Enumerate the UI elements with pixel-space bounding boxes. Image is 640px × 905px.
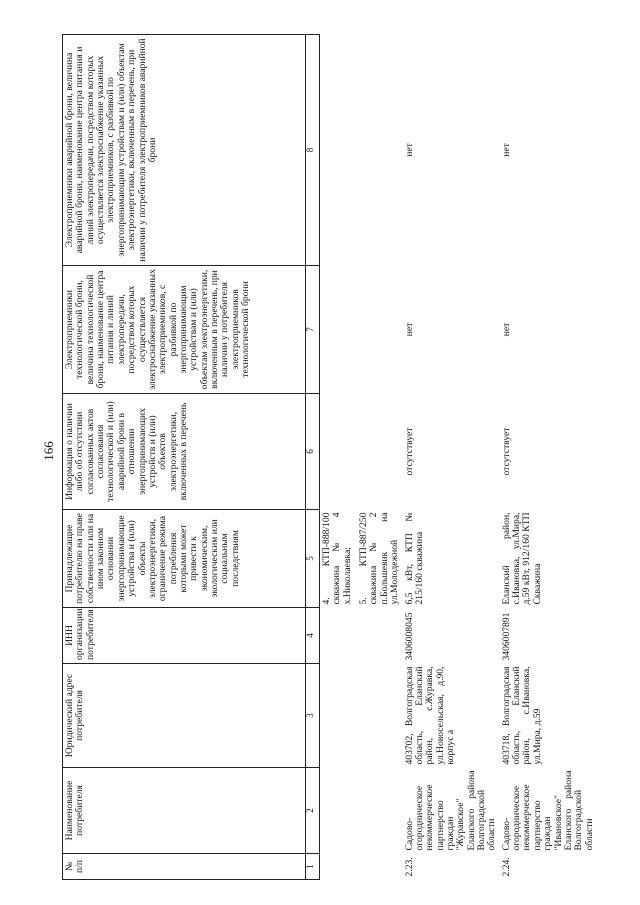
continuation-cell [320, 510, 403, 608]
table-row [500, 35, 597, 880]
row-acts: отсутствует [403, 427, 415, 476]
consumer-table-container [62, 35, 637, 880]
column-number: 4 [306, 608, 320, 664]
header-inn: ИНН организации потребителя [63, 608, 306, 664]
row-inn: 3406007891 [500, 612, 512, 661]
column-number-row [306, 35, 320, 880]
column-number: 3 [306, 664, 320, 768]
header-name: Наименование потребителя [63, 768, 306, 854]
column-number: 5 [306, 510, 320, 608]
header-objects: Принадлежащие потребителю на праве собственности или на ином законном основании энергопринимающие устройства и (или) объекты электроэнергетики, ограничение режима потребления которыми может привести к экономическим, экологическим или социальным последствиям [63, 510, 306, 608]
table-row [403, 35, 500, 880]
row-name: Садово-огородническое некоммерческое партнерство граждан "Журавское" Еланского района Волгоградской области [403, 770, 498, 851]
column-number: 7 [306, 266, 320, 394]
page-number: 166 [41, 441, 56, 461]
header-emergency-reserve: Электроприемники аварийной брони, величина аварийной брони, наименование центра питания и линий электропередачи, посредством которых осуществляется электроснабжение указанных электроприемников, с разбивкой по энергопринимающим устройствам и (или) объектам электроэнергетики, включенным в перечень, при наличии у потребителя электроприемников аварийной брони [63, 35, 306, 266]
row-emergency-reserve: нет [500, 143, 512, 157]
continuation-row [320, 35, 403, 880]
row-name: Садово-огородническое некоммерческое партнерство граждан "Ивановское" Еланского района Волгоградской области [500, 770, 595, 851]
row-address: 403718, Волгоградская область, Еланский район, с.Ивановка, ул.Мира, д.59 [500, 666, 543, 765]
row-number: 2.23. [403, 857, 415, 877]
header-address: Юридический адрес потребителя [63, 664, 306, 768]
row-tech-reserve: нет [403, 322, 415, 337]
column-number: 8 [306, 35, 320, 266]
rotated-page [62, 35, 637, 880]
row-address: 403702, Волгоградская область, Еланский район, с.Журавка, ул.Новосельская, д.90, корпус а [403, 666, 456, 765]
row-emergency-reserve: нет [403, 143, 415, 157]
continuation-item: 4. КТП-888/100 скважина № 4 х.Николаевка; [321, 512, 353, 605]
row-objects: 6,5 кВт, КТП № 215/160 скважина [403, 512, 425, 605]
header-tech-reserve: Электроприемники технологической брони, величина технологической брони, наименование центра питания и линий электропередачи, посредством которых осуществляется электроснабжение указанных электроприемников, с разбивкой по энергопринимающим устройствам и (или) объектам электроэнергетики, включенным в перечень, при наличии у потребителя электроприемников технологической брони [63, 266, 306, 394]
row-number: 2.24. [500, 857, 512, 877]
row-objects: Еланский район, с.Ивановка, ул.Мира, д.59 кВт, 912/160 КТП Скважина [500, 512, 543, 605]
column-number: 1 [306, 854, 320, 880]
consumer-table [62, 34, 597, 880]
header-row [63, 35, 306, 880]
column-number: 2 [306, 768, 320, 854]
header-number: № п/п [63, 854, 306, 880]
row-acts: отсутствует [500, 427, 512, 476]
header-acts: Информация о наличии либо об отсутствии согласованных актов согласования технологической и (или) аварийной брони в отношении энергопринимающих устройств и (или) объектов электроэнергетики, включенных в перечень [63, 394, 306, 510]
continuation-item: 5. КТП-887/250 скважина № 2 п.Большевик на ул.Молодежной [358, 512, 401, 605]
row-inn: 3406008045 [403, 612, 415, 661]
row-tech-reserve: нет [500, 322, 512, 337]
column-number: 6 [306, 394, 320, 510]
